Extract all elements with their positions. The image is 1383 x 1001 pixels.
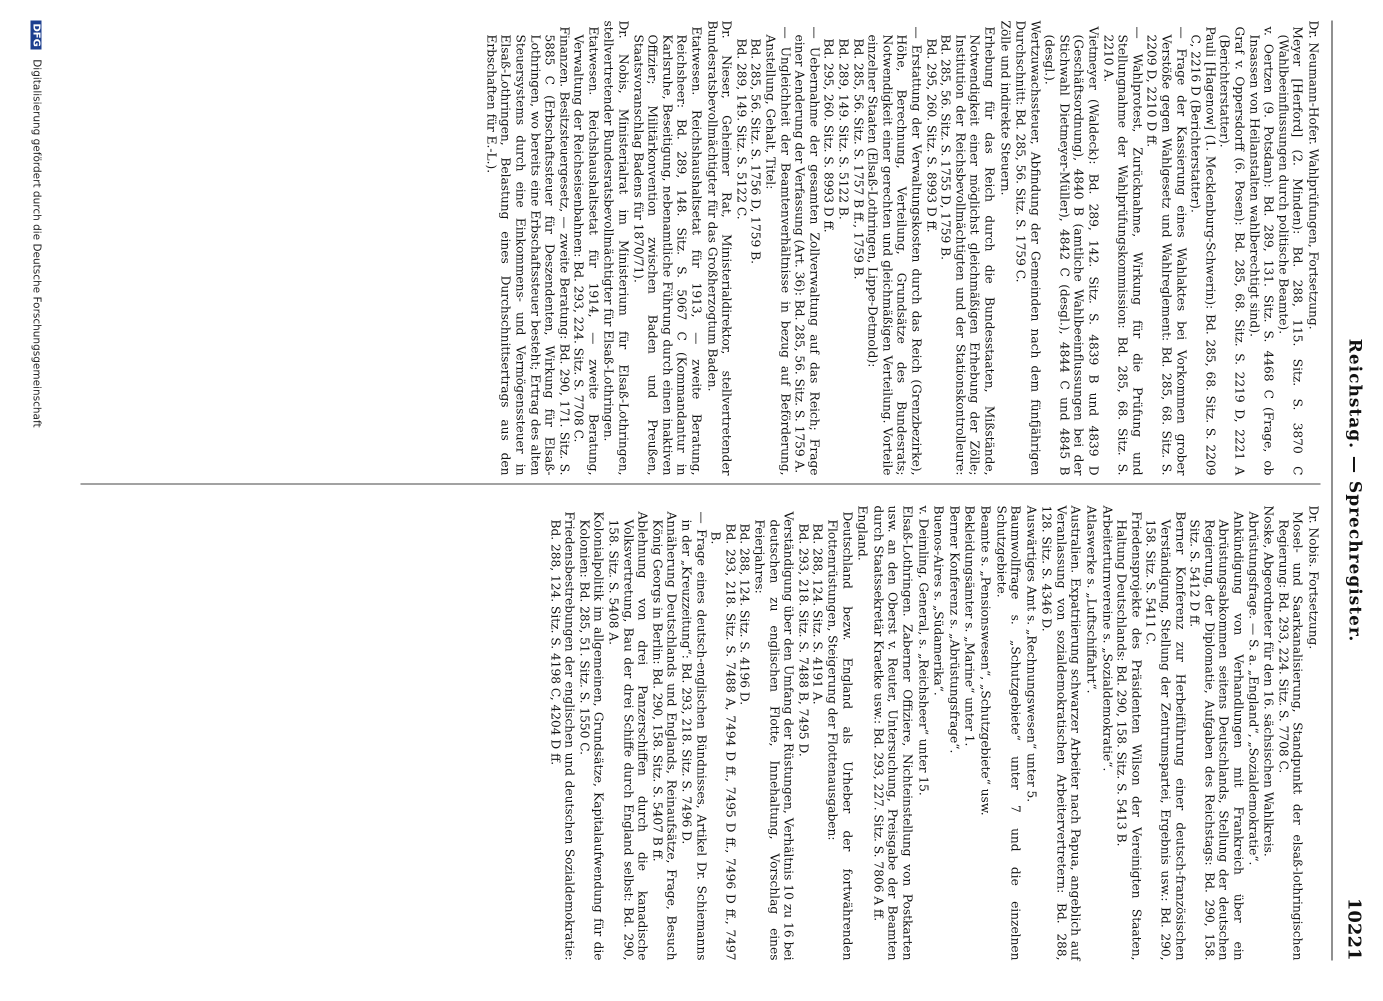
register-entry: Vietmeyer (Waldeck): Bd. 289, 142. Sitz. S. 4839 B und 4839 D (Geschäftsordnung), 4840 B (amtliche Wahlbeeinflussungen bei der Stichwahl Dietmeyer-Müller), 4842 C (desgl.), 4844 C und 4845 B (desgl.). [1042,26,1101,476]
register-entry: Ankündigung von Verhandlungen mit Frankreich über ein Abrüstungsabkommen seitens Deutschlands, Stellung der deutschen Regierung, der Diplomatie, Aufgaben des Reichstags: Bd. 290, 158. Sitz. S. 5412 D ff. [1187,511,1246,961]
page-number: 10221 [1343,897,1365,961]
register-entry: Bd. 295, 260. Sitz. S. 8993 D ff. [821,38,836,233]
left-column [484,21,1321,476]
register-entry: Berner Konferenz zur Herbeiführung einer deutsch-französischen Verständigung, Stellung der Zentrumspartei, Ergebnis usw.: Bd. 290, 158. Sitz. S. 5411 C. [1143,511,1188,961]
register-entry: Bekleidungsämter s. „Marine“ unter 1. [962,505,977,747]
register-entry: Elsaß-Lothringen. Zaberner Offiziere, Nichteinstellung von Postkarten usw. an den Oberst v. Reuter, Untersuchung, Preisgabe der Beamten durch Staatssekretär Kraetke usw.: Bd. 293, 227. Sitz. S. 7806 A ff. [871,505,915,961]
document-page [0,1,1383,1001]
register-entry: — Uebernahme der gesamten Zollverwaltung auf das Reich; Frage einer Aenderung der Verfassung (Art. 36): Bd. 285, 56. Sitz. S. 1759 A. [792,26,822,476]
right-column [548,506,1321,961]
register-entry: v. Deimling, General, s. „Reichsheer“ unter 15. [916,505,931,796]
register-entry: Finanzen. Besitzsteuergesetz, — zweite Beratung: Bd. 290, 171. Sitz. S. 5885 C (Erbschaftssteuer für Deszendenten, Wirkung für Elsaß-Lothringen, wo bereits eine Erbschaftssteuer besteht; Ertrag des alten Steuersystems durch eine Einkommens- und Vermögenssteuer in Elsaß-Lothringen, Belastung eines Durchschnittsertrags aus den Erbschaften für E.-L.). [484,26,572,476]
register-entry: Atlaswerke s. „Luftschiffahrt“. [1084,505,1099,694]
register-entry: — Frage der Kassierung eines Wahlaktes bei Vorkommen grober Verstöße gegen Wahlgesetz und Wahlreglement: Bd. 285, 68. Sitz. S. 2209 D, 2210 D ff. [1144,26,1189,476]
credit-text: Digitalisierung gefördert durch die Deutsche Forschungsgemeinschaft [30,59,43,428]
register-entry: Kolonialpolitik im allgemeinen, Grundsätze, Kapitalaufwendung für die Kolonien: Bd. 285, 51. Sitz. S. 1550 C. [577,511,606,961]
register-entry: Friedensprojekte des Präsidenten Wilson der Vereinigten Staaten, Haltung Deutschlands: Bd. 290, 158. Sitz. S. 5413 B. [1114,511,1144,961]
register-entry: Wertzuwachssteuer, Abfindung der Gemeinden nach dem fünfjährigen Durchschnitt: Bd. 285, 56. Sitz. S. 1759 C. [1013,20,1043,476]
register-entry: Bd. 293, 218. Sitz. S. 7488 B, 7495 D. [796,523,811,757]
register-entry: Bd. 293, 218. Sitz. S. 7488 A, 7494 D ff., 7495 D ff., 7496 D ff., 7497 B. [708,523,738,961]
register-entry: Meyer [Herford] (2. Minden): Bd. 288, 115. Sitz. S. 3870 C (Wahlbeeinflussungen durch politische Beamte). [1276,26,1305,476]
register-entry: Dr. Neumann-Hofer. Wahlprüfungen, Fortsetzung. [1306,20,1321,330]
register-entry: Annäherung Deutschlands und Englands, Reinaufsätze, Frage, Besuch König Georgs in Berlin: Bd. 290, 158. Sitz. S. 5407 B ff. [650,511,679,961]
register-entry: Beamte s. „Pensionswesen“, „Schutzgebiete“ usw. [978,505,993,816]
register-entry: Bd. 285, 56. Sitz. S. 1756 D, 1759 B. [748,38,763,264]
register-entry: Mosel- und Saarkanalisierung, Standpunkt der elsaß-lothringischen Regierung: Bd. 293, 224. Sitz. S. 7708 C. [1276,511,1305,961]
register-entry: Dr. Nobis, Ministerialrat im Ministerium für Elsaß-Lothringen, stellvertretender Bundesratsbevollmächtigter für Elsaß-Lothringen. [602,20,631,476]
register-entry: Abrüstungsfrage. — S. a. „England“, „Sozialdemokratie“. [1246,511,1261,866]
register-entry: Berner Konferenz s. „Abrüstungsfrage“. [947,505,962,754]
register-entry: Noske, Abgeordneter für den 16. sächsischen Wahlkreis. [1261,505,1276,857]
register-entry: Verständigung über den Umfang der Rüstungen, Verhältnis 10 zu 16 bei deutschen zu englischen Flotte, Innehaltung, Vorschlag eines Feierjahres: [752,511,796,961]
register-entry: — Ungleichheit der Beamtenverhältnisse in bezug auf Beförderung, Anstellung, Gehalt, Titel: [763,26,793,476]
register-entry: — Wahlprotest, Zurücknahme, Wirkung für die Prüfung und Stellungnahme der Wahlprüfungskommission: Bd. 285, 68. Sitz. S. 2210 A. [1101,26,1145,476]
register-entry: Pauli [Hagenow] (1. Mecklenburg-Schwerin): Bd. 285, 68. Sitz. S. 2209 C, 2216 D (Berichterstatter). [1188,26,1218,476]
register-entry: Etatwesen. Reichshaushaltsetat für 1914, — zweite Beratung, Verwaltung der Reichseisenbahnen: Bd. 293, 224. Sitz. S. 7708 C. [571,26,601,476]
dfg-logo: DFG [31,21,42,50]
register-entry: Dr. Nieser, Geheimer Rat, Ministerialdirektor, stellvertretender Bundesratsbevollmächtigter für das Großherzogtum Baden. [705,20,734,476]
register-entry: Graf v. Oppersdorff (6. Posen): Bd. 285, 68. Sitz. S. 2219 D, 2221 A (Berichterstatter). [1217,26,1247,476]
register-entry: England. [855,505,870,561]
register-entry: Friedensbestrebungen der englischen und deutschen Sozialdemokratie: Bd. 288, 124. Sitz. S. 4198 C, 4204 D ff. [548,511,577,961]
register-entry: Bd. 288, 124. Sitz. S. 4191 A. [810,523,825,705]
register-entry: v. Oertzen (9. Potsdam): Bd. 289, 131. Sitz. S. 4468 C (Frage, ob Insassen von Heilanstalten wahlberechtigt sind). [1247,26,1276,476]
column-divider [81,484,1321,485]
header-rule [1332,21,1333,961]
running-title: Reichstag. — Sprechregister. [1344,338,1365,643]
register-entry: Bd. 289, 149. Sitz. S. 5122 B. [836,38,851,220]
register-entry: Baumwollfrage s. „Schutzgebiete“ unter 7 und die einzelnen Schutzgebiete. [994,505,1023,961]
register-entry: Buenos-Aires s. „Südamerika“. [931,505,946,696]
register-entry: Zölle und indirekte Steuern. [998,20,1013,196]
page-header [1335,21,1365,961]
register-entry: Deutschland bezw. England als Urheber der fortwährenden Flottenrüstungen, Steigerung der Flottenausgaben: [825,511,855,961]
register-entry: Etatwesen. Reichshaushaltsetat für 1913, — zweite Beratung, Reichsheer: Bd. 289, 148. Sitz. S. 5067 C (Kommandantur in Karlsruhe, Beseitigung, nebenamtliche Führung durch einen inaktiven Offizier; Militärkonvention zwischen Baden und Preußen, Staatsvoranschlag Badens für 1870/71). [631,26,704,476]
register-entry: Arbeiterturnvereine s. „Sozialdemokratie“. [1100,505,1115,772]
register-entry: — Erstattung der Verwaltungskosten durch das Reich (Grenzbezirke), Höhe, Berechnung, Verteilung, Grundsätze des Bundesrats; Notwendigkeit einer gerechten und gleichmäßigen Verteilung. Vorteile einzelner Staaten (Elsaß-Lothringen, Lippe-Detmold): [865,26,924,476]
register-entry: Bd. 295, 260. Sitz. S. 8993 D ff. [924,38,939,233]
register-entry: Dr. Nobis. Fortsetzung. [1306,505,1321,650]
digitization-credit [31,21,43,981]
register-entry: Auswärtiges Amt s. „Rechnungswesen“ unter 5. [1024,505,1039,803]
register-entry: Bd. 289, 149. Sitz. S. 5122 C. [734,38,749,220]
register-entry: Australien. Expatriierung schwarzer Arbeiter nach Papua, angeblich auf Veranlassung von sozialdemokratischen Arbeitervertretern: Bd. 288, 128. Sitz. S. 4346 D. [1039,505,1083,961]
register-entry: Bd. 285, 56. Sitz. S. 1757 B ff., 1759 B. [851,38,866,280]
register-entry: Ablehnung von drei Panzerschiffen durch die kanadische Volksvertretung, Bau der drei Schiffe durch England selbst: Bd. 290, 158. Sitz. S. 5408 A. [606,511,650,961]
register-entry: — Frage eines deutsch-englischen Bündnisses, Artikel Dr. Schiemanns in der „Kreuzzeitung“: Bd. 293, 218. Sitz. S. 7496 D. [679,511,709,961]
register-entry: Bd. 288, 124. Sitz. S. 4196 D. [737,523,752,706]
register-entry: Erhebung für das Reich durch die Bundesstaaten, Mißstände, Notwendigkeit einer möglichst gleichmäßigen Erhebung der Zölle; Institution der Reichsbevollmächtigten und der Stationskontrolleure: Bd. 285, 56. Sitz. S. 1755 D, 1759 B. [938,26,997,476]
